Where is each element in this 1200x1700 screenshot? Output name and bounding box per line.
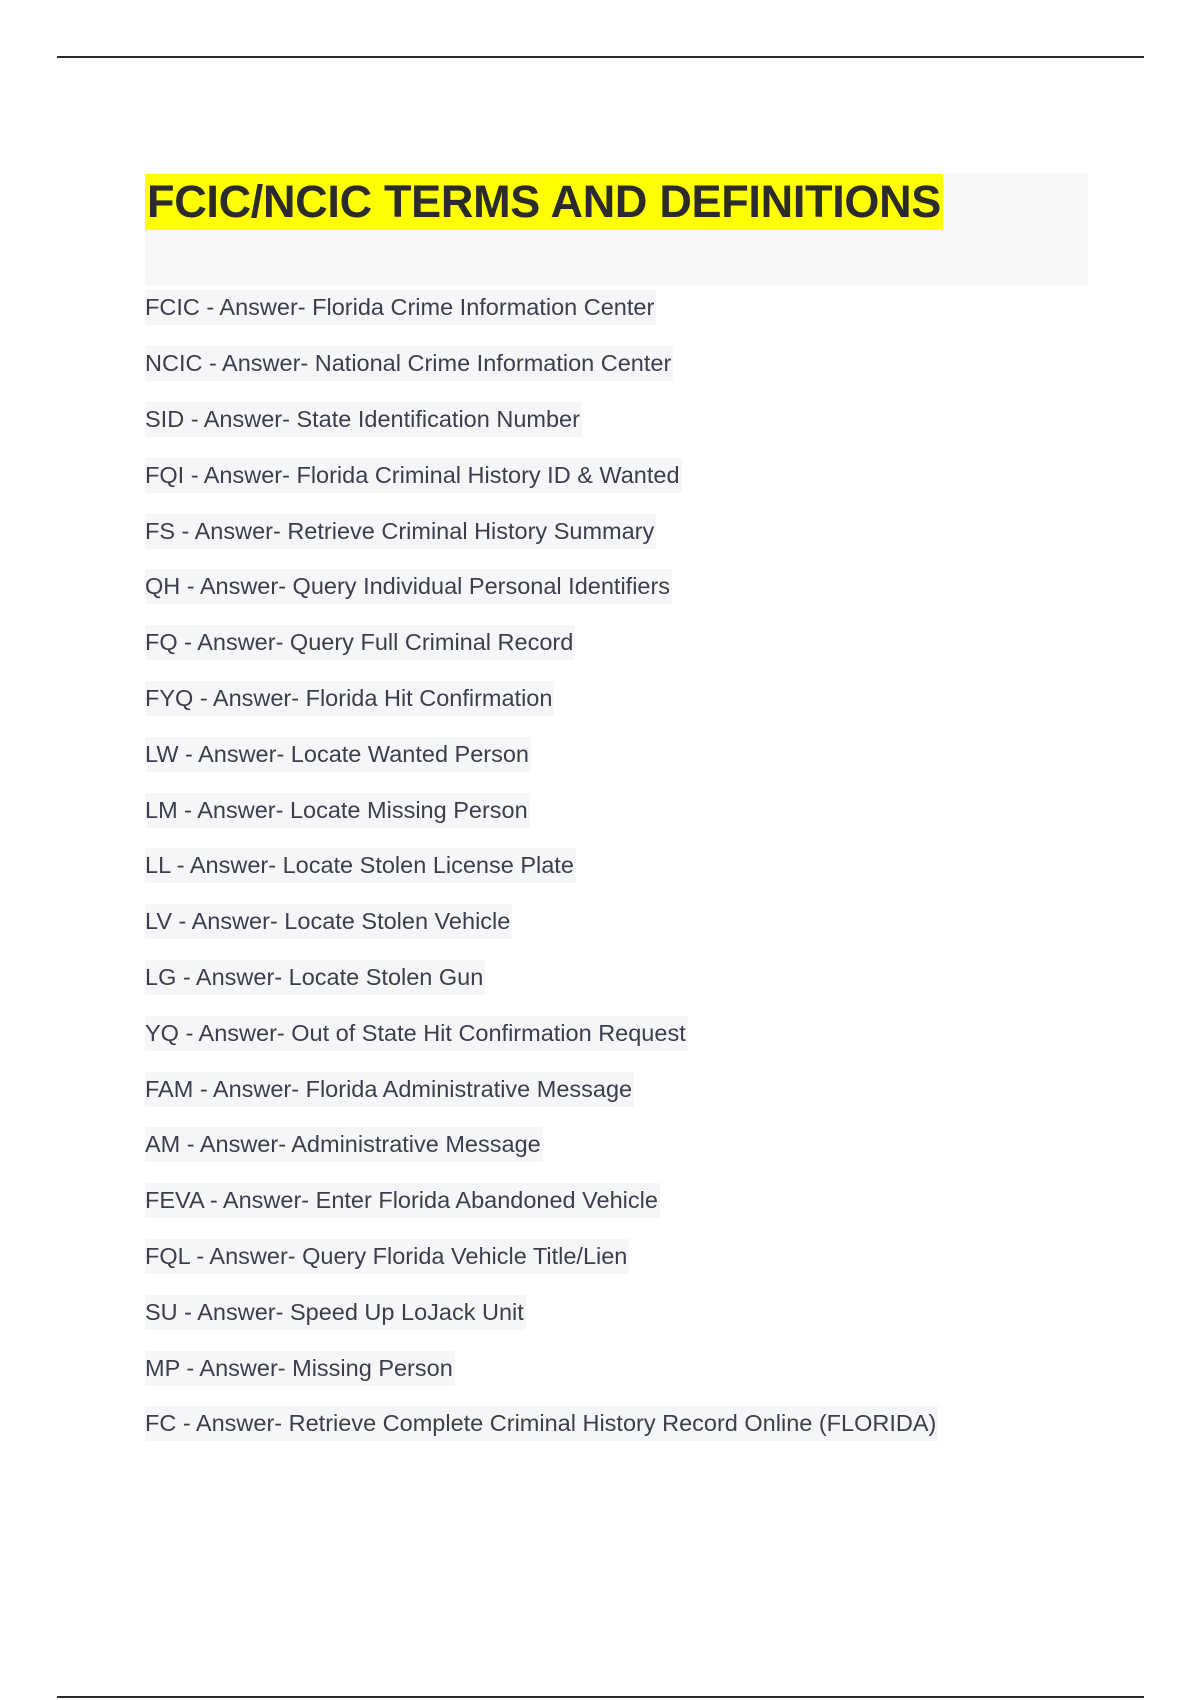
term-text: FQ - Answer- Query Full Criminal Record (145, 625, 575, 660)
term-item (145, 1340, 938, 1396)
term-item (145, 1117, 938, 1173)
term-text: FYQ - Answer- Florida Hit Confirmation (145, 681, 554, 716)
term-text: FS - Answer- Retrieve Criminal History Summary (145, 514, 656, 549)
term-text: LM - Answer- Locate Missing Person (145, 793, 530, 828)
term-item (145, 503, 938, 559)
term-item (145, 726, 938, 782)
page-title: FCIC/NCIC TERMS AND DEFINITIONS (145, 174, 943, 230)
term-item (145, 392, 938, 448)
term-text: MP - Answer- Missing Person (145, 1351, 455, 1386)
term-text: FEVA - Answer- Enter Florida Abandoned Vehicle (145, 1183, 660, 1218)
term-text: LW - Answer- Locate Wanted Person (145, 737, 531, 772)
term-item (145, 894, 938, 950)
term-text: YQ - Answer- Out of State Hit Confirmation Request (145, 1016, 688, 1051)
term-text: FCIC - Answer- Florida Crime Information Center (145, 290, 656, 325)
term-item (145, 615, 938, 671)
term-text: FQL - Answer- Query Florida Vehicle Title/Lien (145, 1239, 629, 1274)
term-text: FC - Answer- Retrieve Complete Criminal History Record Online (FLORIDA) (145, 1406, 938, 1441)
term-item (145, 782, 938, 838)
term-item (145, 447, 938, 503)
term-text: LV - Answer- Locate Stolen Vehicle (145, 904, 512, 939)
term-text: LL - Answer- Locate Stolen License Plate (145, 848, 576, 883)
term-item (145, 1005, 938, 1061)
bottom-rule (57, 1696, 1144, 1698)
term-item (145, 559, 938, 615)
term-item (145, 336, 938, 392)
term-text: SU - Answer- Speed Up LoJack Unit (145, 1295, 526, 1330)
term-text: AM - Answer- Administrative Message (145, 1127, 543, 1162)
term-item (145, 838, 938, 894)
term-item (145, 280, 938, 336)
term-text: FAM - Answer- Florida Administrative Message (145, 1072, 634, 1107)
term-item (145, 1396, 938, 1452)
term-item (145, 1061, 938, 1117)
term-item (145, 1284, 938, 1340)
top-rule (57, 56, 1144, 58)
term-text: NCIC - Answer- National Crime Information Center (145, 346, 673, 381)
term-list (145, 280, 938, 1452)
term-text: QH - Answer- Query Individual Personal Identifiers (145, 569, 672, 604)
term-item (145, 671, 938, 727)
term-text: FQI - Answer- Florida Criminal History ID & Wanted (145, 458, 682, 493)
term-text: LG - Answer- Locate Stolen Gun (145, 960, 485, 995)
term-text: SID - Answer- State Identification Number (145, 402, 582, 437)
term-item (145, 1229, 938, 1285)
term-item (145, 1173, 938, 1229)
term-item (145, 950, 938, 1006)
